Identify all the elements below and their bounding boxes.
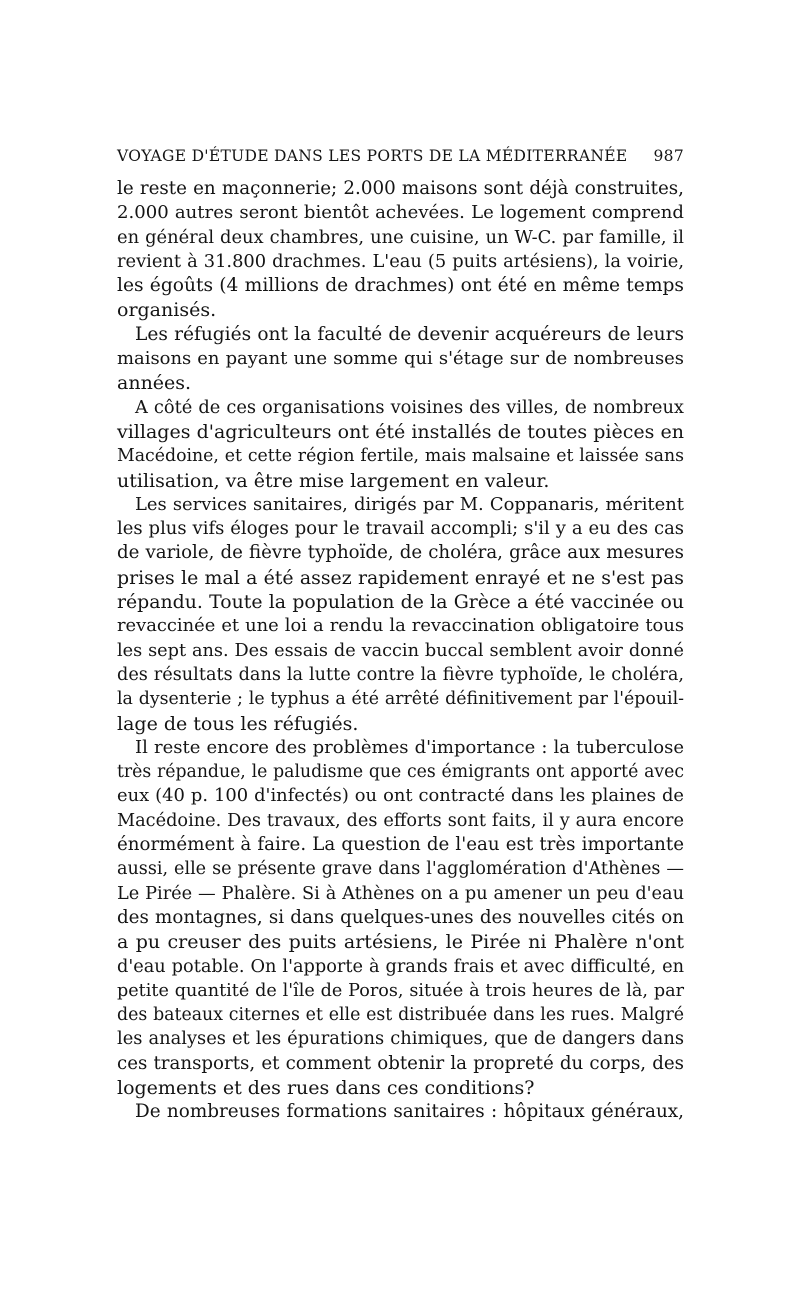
text-line: années.: [117, 372, 192, 395]
text-line: des bateaux citernes et elle est distribuée dans les rues. Malgré: [117, 1005, 684, 1026]
text-line: Le Pirée — Phalère. Si à Athènes on a pu amener un peu d'eau: [117, 883, 684, 904]
text-line: les plus vifs éloges pour le travail accompli; s'il y a eu des cas: [117, 518, 684, 540]
text-line: A côté de ces organisations voisines des villes, de nombreux: [135, 396, 684, 418]
text-line: revient à 31.800 drachmes. L'eau (5 puits artésiens), la voirie,: [117, 250, 684, 272]
text-line: les sept ans. Des essais de vaccin buccal semblent avoir donné: [117, 640, 684, 661]
text-line: maisons en payant une somme qui s'étage sur de nombreuses: [117, 348, 684, 370]
text-line: prises le mal a été assez rapidement enrayé et ne s'est pas: [117, 566, 684, 589]
text-line: organisés.: [117, 299, 217, 322]
text-line: les égoûts (4 millions de drachmes) ont été en même temps: [117, 275, 684, 297]
text-line: ces transports, et comment obtenir la propreté du corps, des: [117, 1052, 684, 1074]
text-line: les analyses et les épurations chimiques, que de dangers dans: [117, 1028, 684, 1050]
text-line: Il reste encore des problèmes d'importance : la tuberculose: [135, 736, 684, 758]
text-line: la dysenterie ; le typhus a été arrêté définitivement par l'épouil-: [117, 689, 684, 710]
text-line: De nombreuses formations sanitaires : hôpitaux généraux,: [135, 1101, 684, 1123]
text-line: 2.000 autres seront bientôt achevées. Le logement comprend: [117, 202, 684, 224]
text-line: très répandue, le paludisme que ces émigrants ont apporté avec: [117, 762, 684, 783]
text-line: d'eau potable. On l'apporte à grands frais et avec difficulté, en: [117, 956, 684, 977]
text-line: Les réfugiés ont la faculté de devenir acquéreurs de leurs: [135, 323, 684, 345]
text-line: lage de tous les réfugiés.: [117, 712, 359, 735]
text-line: Macédoine, et cette région fertile, mais malsaine et laissée sans: [117, 446, 684, 467]
text-line: eux (40 p. 100 d'infectés) ou ont contracté dans les plaines de: [117, 785, 684, 807]
text-line: de variole, de fièvre typhoïde, de choléra, grâce aux mesures: [117, 542, 684, 564]
body-text: [117, 177, 684, 1125]
text-line: a pu creuser des puits artésiens, le Pirée ni Phalère n'ont: [117, 931, 684, 954]
running-title: VOYAGE D'ÉTUDE DANS LES PORTS DE LA MÉDITERRANÉE: [117, 147, 628, 165]
text-line: revaccinée et une loi a rendu la revaccination obligatoire tous: [117, 615, 684, 637]
page-number: 987: [653, 147, 684, 165]
text-line: logements et des rues dans ces conditions?: [117, 1076, 535, 1099]
text-line: en général deux chambres, une cuisine, un W-C. par famille, il: [117, 226, 684, 248]
text-line: énormément à faire. La question de l'eau est très importante: [117, 834, 684, 856]
text-line: le reste en maçonnerie; 2.000 maisons sont déjà construites,: [117, 178, 684, 199]
text-line: aussi, elle se présente grave dans l'agglomération d'Athènes —: [117, 859, 684, 880]
text-line: villages d'agriculteurs ont été installés de toutes pièces en: [117, 420, 684, 443]
text-line: des résultats dans la lutte contre la fièvre typhoïde, le choléra,: [117, 664, 684, 685]
text-line: petite quantité de l'île de Poros, située à trois heures de là, par: [117, 980, 684, 1001]
running-header: [117, 147, 684, 165]
text-line: utilisation, va être mise largement en valeur.: [117, 469, 550, 492]
text-line: Les services sanitaires, dirigés par M. Coppanaris, méritent: [135, 493, 684, 515]
text-line: des montagnes, si dans quelques-unes des nouvelles cités on: [117, 906, 684, 928]
text-line: Macédoine. Des travaux, des efforts sont faits, il y aura encore: [117, 810, 684, 831]
text-line: répandu. Toute la population de la Grèce a été vaccinée ou: [117, 591, 684, 614]
